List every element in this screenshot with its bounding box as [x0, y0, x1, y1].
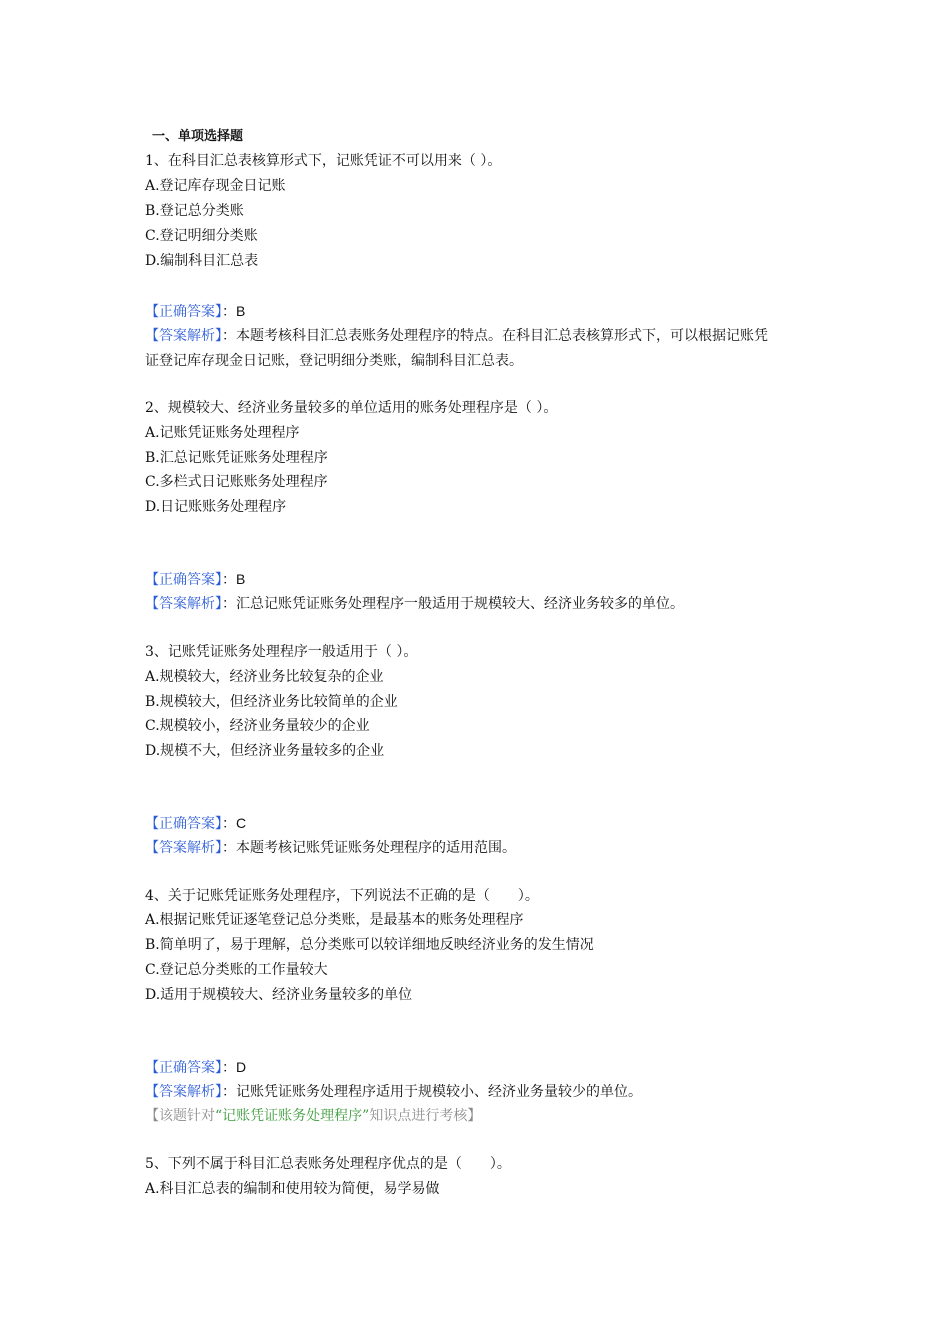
q4-option-b: B.简单明了，易于理解，总分类账可以较详细地反映经济业务的发生情况 [145, 937, 594, 953]
q4-analysis-text: 记账凭证账务处理程序适用于规模较小、经济业务量较少的单位。 [236, 1084, 642, 1100]
q3-answer-value: C [236, 815, 247, 831]
colon: ： [222, 1084, 236, 1100]
q1-answer-value: B [236, 303, 246, 319]
knowledge-point: “记账凭证账务处理程序” [215, 1108, 370, 1124]
analysis-tag: 【答案解析】 [145, 328, 222, 344]
colon: ： [222, 572, 236, 588]
answer-tag: 【正确答案】 [145, 816, 222, 832]
q4-answer-value: D [236, 1059, 247, 1075]
q3-option-b: B.规模较大，但经济业务比较简单的企业 [145, 694, 398, 710]
answer-tag: 【正确答案】 [145, 572, 222, 588]
analysis-tag: 【答案解析】 [145, 596, 222, 612]
q3-analysis [145, 838, 516, 858]
q1-option-a: A.登记库存现金日记账 [145, 178, 286, 194]
q2-stem: 2、规模较大、经济业务量较多的单位适用的账务处理程序是（ ）。 [145, 400, 558, 416]
q1-analysis-cont: 证登记库存现金日记账，登记明细分类账，编制科目汇总表。 [145, 353, 523, 369]
q1-analysis [145, 326, 768, 346]
q4-option-d: D.适用于规模较大、经济业务量较多的单位 [145, 987, 413, 1003]
q3-option-d: D.规模不大，但经济业务量较多的企业 [145, 743, 385, 759]
q4-stem: 4、关于记账凭证账务处理程序，下列说法不正确的是（ ）。 [145, 888, 539, 904]
colon: ： [222, 840, 236, 856]
q2-answer [145, 569, 245, 590]
analysis-tag: 【答案解析】 [145, 1084, 222, 1100]
q4-option-c: C.登记总分类账的工作量较大 [145, 962, 328, 978]
q2-option-c: C.多栏式日记账账务处理程序 [145, 474, 328, 490]
colon: ： [222, 816, 236, 832]
q3-analysis-text: 本题考核记账凭证账务处理程序的适用范围。 [236, 840, 516, 856]
colon: ： [222, 328, 236, 344]
colon: ： [222, 596, 236, 612]
q1-option-b: B.登记总分类账 [145, 203, 244, 219]
q3-option-c: C.规模较小，经济业务量较少的企业 [145, 718, 370, 734]
q1-stem: 1、在科目汇总表核算形式下，记账凭证不可以用来（ ）。 [145, 153, 502, 169]
q4-option-a: A.根据记账凭证逐笔登记总分类账，是最基本的账务处理程序 [145, 912, 524, 928]
q1-answer [145, 301, 245, 322]
q2-option-d: D.日记账账务处理程序 [145, 499, 287, 515]
q1-option-d: D.编制科目汇总表 [145, 253, 259, 269]
q1-option-c: C.登记明细分类账 [145, 228, 258, 244]
answer-tag: 【正确答案】 [145, 1060, 222, 1076]
q5-stem: 5、下列不属于科目汇总表账务处理程序优点的是（ ）。 [145, 1156, 511, 1172]
q3-answer [145, 813, 246, 834]
note-prefix: 【该题针对 [145, 1108, 215, 1124]
q2-analysis-text: 汇总记账凭证账务处理程序一般适用于规模较大、经济业务较多的单位。 [236, 596, 684, 612]
q3-option-a: A.规模较大，经济业务比较复杂的企业 [145, 669, 384, 685]
q2-analysis [145, 594, 684, 614]
answer-tag: 【正确答案】 [145, 304, 222, 320]
q2-option-a: A.记账凭证账务处理程序 [145, 425, 300, 441]
q5-option-a: A.科目汇总表的编制和使用较为简便，易学易做 [145, 1181, 440, 1197]
q4-answer [145, 1057, 246, 1078]
q2-option-b: B.汇总记账凭证账务处理程序 [145, 450, 328, 466]
note-suffix: 知识点进行考核】 [369, 1108, 482, 1124]
q1-analysis-text: 本题考核科目汇总表账务处理程序的特点。在科目汇总表核算形式下，可以根据记账凭 [236, 328, 768, 344]
q4-analysis [145, 1082, 642, 1102]
colon: ： [222, 304, 236, 320]
q2-answer-value: B [236, 571, 246, 587]
section-title: 一、单项选择题 [152, 129, 244, 144]
q4-knowledge-note [145, 1106, 481, 1126]
q3-stem: 3、记账凭证账务处理程序一般适用于（ ）。 [145, 644, 418, 660]
analysis-tag: 【答案解析】 [145, 840, 222, 856]
colon: ： [222, 1060, 236, 1076]
